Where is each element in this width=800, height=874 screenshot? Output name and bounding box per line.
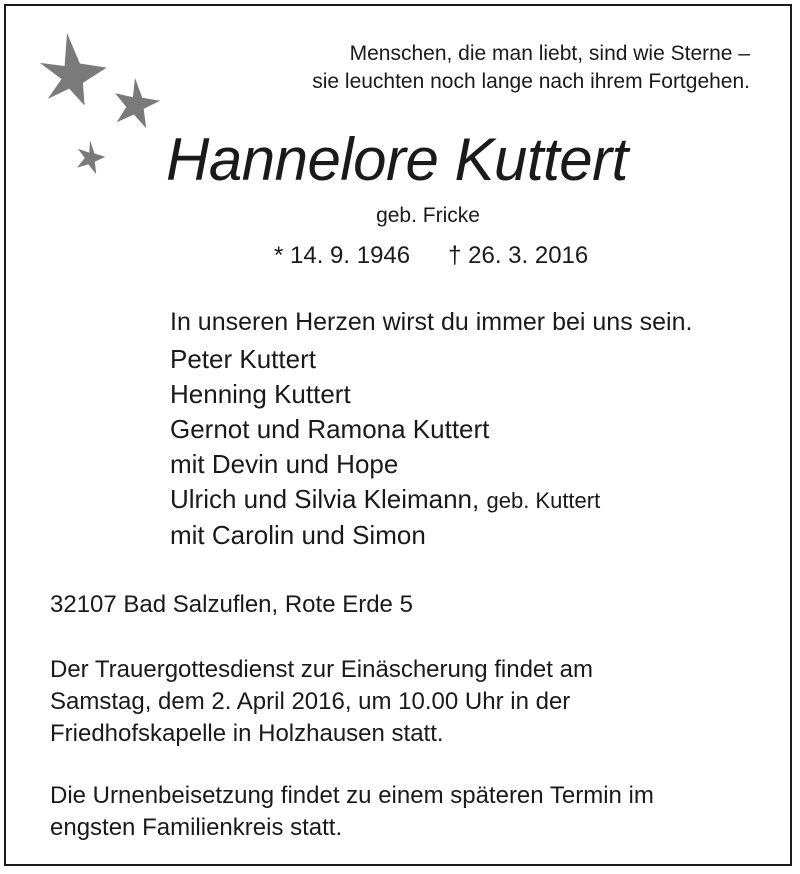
family-member: Gernot und Ramona Kuttert xyxy=(170,414,490,444)
service-line: Der Trauergottesdienst zur Einäscherung findet am xyxy=(50,656,593,683)
maiden-name: geb. Fricke xyxy=(376,204,480,227)
life-dates xyxy=(274,242,588,270)
family-member-name: Ulrich und Silvia Kleimann, xyxy=(170,484,480,514)
urn-notice xyxy=(50,780,654,844)
family-member xyxy=(170,482,600,518)
motto-line: Menschen, die man liebt, sind wie Sterne – xyxy=(349,42,750,65)
family-member: mit Devin und Hope xyxy=(170,449,399,479)
family-list xyxy=(170,342,600,553)
service-line: Samstag, dem 2. April 2016, um 10.00 Uhr in der xyxy=(50,688,571,715)
birth-date: * 14. 9. 1946 xyxy=(274,242,411,269)
urn-line: Die Urnenbeisetzung findet zu einem späteren Termin im xyxy=(50,782,654,809)
family-member: mit Carolin und Simon xyxy=(170,520,426,550)
death-date: † 26. 3. 2016 xyxy=(448,242,589,269)
star-icon xyxy=(40,33,107,106)
motto-quote xyxy=(312,40,750,96)
service-notice xyxy=(50,654,593,750)
address: 32107 Bad Salzuflen, Rote Erde 5 xyxy=(50,591,413,618)
deceased-name: Hannelore Kuttert xyxy=(166,126,628,193)
family-member: Henning Kuttert xyxy=(170,379,351,409)
obituary-card xyxy=(4,4,792,866)
family-member-maiden: geb. Kuttert xyxy=(486,488,601,513)
urn-line: engsten Familienkreis statt. xyxy=(50,814,343,841)
dedication-text: In unseren Herzen wirst du immer bei uns sein. xyxy=(170,308,693,336)
motto-line: sie leuchten noch lange nach ihrem Fortgehen. xyxy=(312,70,750,93)
star-icon xyxy=(115,78,160,128)
service-line: Friedhofskapelle in Holzhausen statt. xyxy=(50,720,444,747)
family-member: Peter Kuttert xyxy=(170,344,316,374)
star-icon xyxy=(77,140,105,174)
